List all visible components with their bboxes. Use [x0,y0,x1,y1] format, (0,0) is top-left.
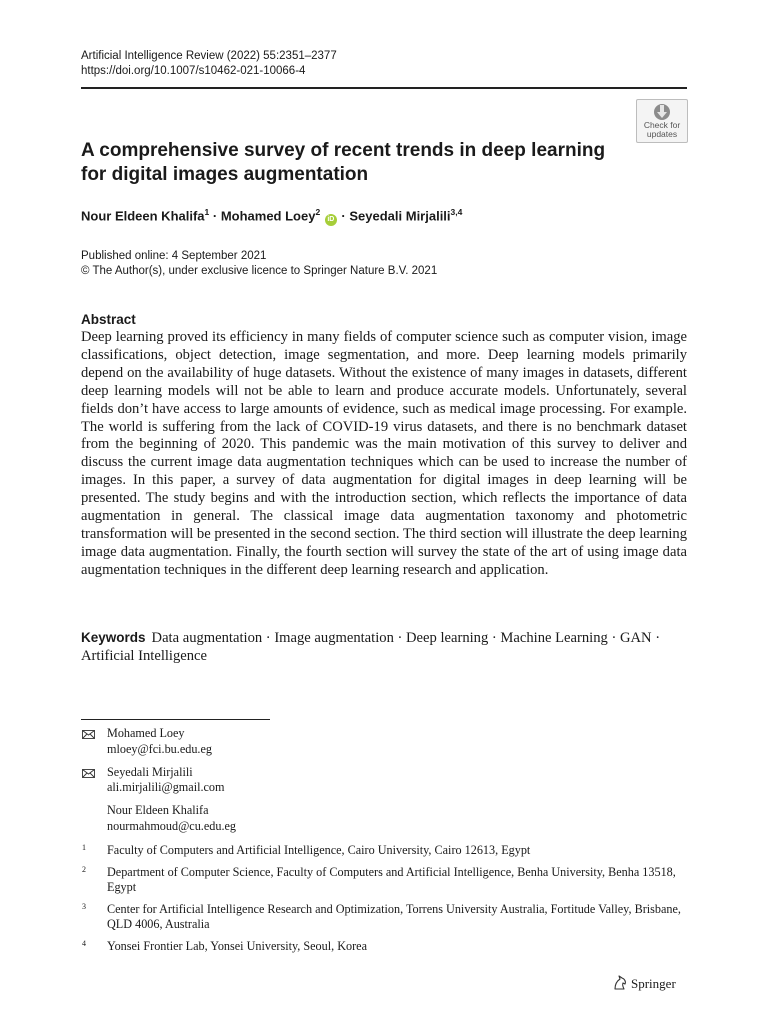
contact-email[interactable]: nourmahmoud@cu.edu.eg [107,818,237,833]
orcid-icon[interactable]: iD [325,214,337,226]
paper-title: A comprehensive survey of recent trends in deep learning for digital images augmentation [81,140,606,185]
author-affiliation-mark: 2 [315,207,321,217]
affiliation-text: Faculty of Computers and Artificial Intelligence, Cairo University, Cairo 12613, Egypt [107,843,531,857]
author-list [81,207,462,226]
keywords [81,629,687,665]
envelope-icon [82,769,95,778]
contact-email[interactable]: mloey@fci.bu.edu.eg [107,741,212,756]
published-date: Published online: 4 September 2021 [81,250,267,262]
contact-entry [81,803,236,835]
affiliation-item [81,865,687,896]
affiliation-number: 3 [82,901,86,911]
keywords-list: Data augmentation · Image augmentation · Deep learning · Machine Learning · GAN · Artificial Intelligence [81,630,661,664]
keywords-label: Keywords [81,630,146,645]
doi-link[interactable]: https://doi.org/10.1007/s10462-021-10066-4 [81,65,306,77]
abstract-text: Deep learning proved its efficiency in many fields of computer science such as computer vision, image classifications, object detection, image segmentation, and more. Deep learning models primarily depend on the availability of huge datasets. Without the existence of many images in datasets, different deep learning models will not be able to learn and produce accurate models. Unfortunately, several fields don’t have access to large amounts of evidence, such as medical image processing. For example. The world is suffering from the lack of COVID-19 virus datasets, and there is no benchmark dataset from the beginning of 2020. This pandemic was the main motivation of this survey to deliver and discuss the current image data augmentation techniques which can be used to increase the number of images. In this paper, a survey of data augmentation for digital images in deep learning will be presented. The study begins and with the introduction section, which reflects the importance of data augmentation in general. The classical image data augmentation taxonomy and photometric transformation will be presented in the second section. The third section will illustrate the deep learning image data augmentation. Finally, the fourth section will survey the state of the art of using image data augmentation techniques in the different deep learning research and application. [81,329,688,578]
affiliation-number: 4 [82,938,86,948]
contact-entry [81,765,236,797]
corresponding-authors [81,726,236,842]
publisher-name: Springer [631,976,676,991]
author-affiliation-mark: 3,4 [450,207,463,217]
affiliations [81,843,687,960]
author-name[interactable]: Mohamed Loey [220,208,316,224]
affiliation-text: Yonsei Frontier Lab, Yonsei University, Seoul, Korea [107,938,367,953]
springer-horse-icon [612,975,628,991]
header-rule [81,87,687,89]
affiliation-item [81,902,687,933]
footnote-rule [81,719,270,720]
affiliation-item [81,843,687,859]
check-updates-line1: Check for [643,120,681,130]
author-affiliation-mark: 1 [204,207,210,217]
springer-logo [612,975,676,992]
affiliation-number: 2 [82,864,86,874]
contact-name: Seyedali Mirjalili [107,764,193,779]
contact-entry [81,726,236,758]
affiliation-number: 1 [82,843,86,852]
journal-citation: Artificial Intelligence Review (2022) 55:2351–2377 [81,50,337,62]
author-name[interactable]: Seyedali Mirjalili [349,208,451,224]
author-separator: · [337,208,350,224]
author-separator: · [209,208,221,224]
affiliation-text: Center for Artificial Intelligence Research and Optimization, Torrens University Australia, Fortitude Valley, Brisbane, QLD 4006, Australia [107,901,681,931]
contact-name: Mohamed Loey [107,726,185,740]
affiliation-text: Department of Computer Science, Faculty of Computers and Artificial Intelligence, Benha University, Benha 13518, Egypt [107,864,676,894]
journal-header [81,49,337,79]
publication-info [81,249,437,279]
envelope-icon [82,730,95,739]
affiliation-item [81,939,687,955]
contact-email[interactable]: ali.mirjalili@gmail.com [107,780,225,795]
author-name[interactable]: Nour Eldeen Khalifa [81,208,205,224]
check-updates-icon [653,103,671,121]
abstract-heading: Abstract [81,312,136,327]
copyright-notice: © The Author(s), under exclusive licence to Springer Nature B.V. 2021 [81,265,438,277]
check-updates-line2: updates [646,129,678,139]
check-for-updates-badge[interactable] [636,99,688,143]
contact-name: Nour Eldeen Khalifa [107,803,209,818]
